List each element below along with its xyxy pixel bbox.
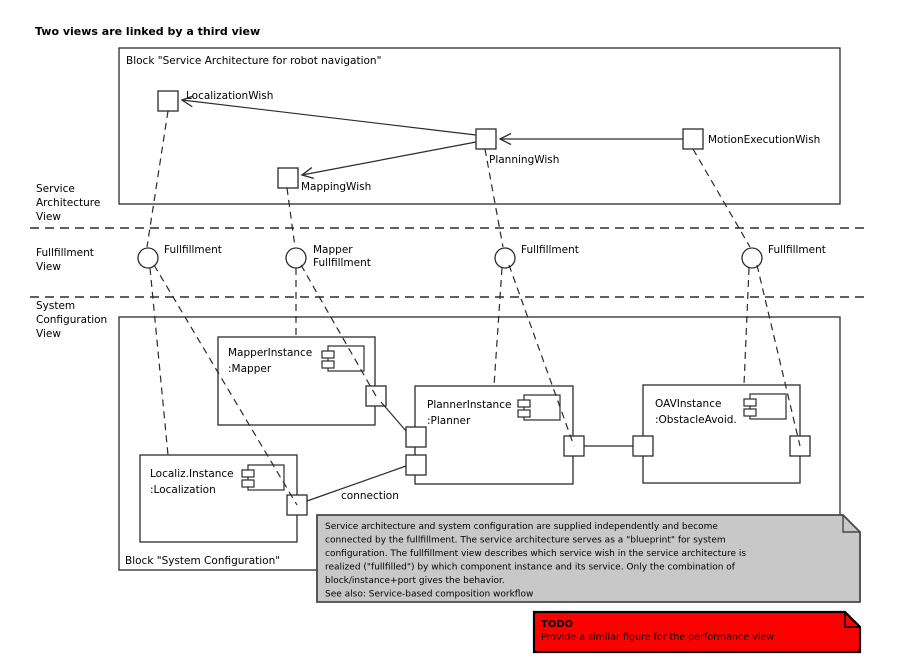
localization-wish-label: LocalizationWish xyxy=(186,90,274,102)
service-view-label-line3: View xyxy=(36,211,61,223)
mapping-wish-port xyxy=(278,168,298,188)
service-view-label-line1: Service xyxy=(36,183,75,195)
note-text-line5: block/instance+port gives the behavior. xyxy=(325,576,505,586)
todo-body: Provide a similar figure for the performance view xyxy=(541,632,774,643)
note-text-line4: realized ("fullfilled") by which component instance and its service. Only the combination of xyxy=(325,562,735,573)
planner-instance-port-lower-left xyxy=(406,455,426,475)
localization-wish-port xyxy=(158,91,178,111)
service-architecture-block xyxy=(119,48,840,204)
fullfillment-link-motionwish xyxy=(693,149,750,247)
arrow-planning-to-localization xyxy=(182,100,476,135)
fullfillment-view-label-line1: Fullfillment xyxy=(36,247,94,259)
fullfillment-link-localization-instance xyxy=(150,268,168,455)
note-text-line6: See also: Service-based composition workflow xyxy=(325,589,534,600)
fullfillment-circle-mapper-label-line1: Mapper xyxy=(313,244,353,256)
fullfillment-view-label-line2: View xyxy=(36,261,61,273)
mapping-wish-label: MappingWish xyxy=(301,181,372,193)
planner-instance-name: PlannerInstance xyxy=(427,399,512,411)
connection-label: connection xyxy=(341,490,399,502)
mapper-instance-type: :Mapper xyxy=(228,363,272,375)
fullfillment-circle-mapper-label-line2: Fullfillment xyxy=(313,257,371,269)
fullfillment-link-mapper-port xyxy=(301,265,376,396)
system-view-label-line1: System xyxy=(36,300,76,312)
planning-wish-label: PlanningWish xyxy=(489,154,560,166)
arrow-planning-to-mapping xyxy=(302,142,476,175)
fullfillment-circle-localization xyxy=(138,248,158,268)
note-text-line2: connected by the fullfillment. The service architecture serves as a "blueprint" for system xyxy=(325,535,726,546)
planner-instance-type: :Planner xyxy=(427,415,471,427)
note xyxy=(317,515,860,602)
component-icon xyxy=(242,465,284,490)
system-configuration-block-label: Block "System Configuration" xyxy=(125,555,281,567)
fullfillment-link-oav-instance xyxy=(744,268,749,385)
fullfillment-circle-oav xyxy=(742,248,762,268)
component-icon xyxy=(518,395,560,420)
connection-mapper-to-planner xyxy=(381,402,406,431)
fullfillment-circle-planner xyxy=(495,248,515,268)
fullfillment-link-localizationwish xyxy=(147,111,168,247)
planner-instance-port-upper-left xyxy=(406,427,426,447)
diagram-title: Two views are linked by a third view xyxy=(35,25,261,38)
component-icon xyxy=(744,394,786,419)
mapper-instance-name: MapperInstance xyxy=(228,347,313,359)
system-view-label-line2: Configuration xyxy=(36,314,108,326)
planning-wish-port xyxy=(476,129,496,149)
fullfillment-circle-planner-label: Fullfillment xyxy=(521,244,579,256)
todo-note xyxy=(534,612,860,652)
fullfillment-circle-localization-label: Fullfillment xyxy=(164,244,222,256)
fullfillment-circle-oav-label: Fullfillment xyxy=(768,244,826,256)
fullfillment-circle-mapper xyxy=(286,248,306,268)
component-icon xyxy=(322,346,364,371)
localization-instance-name: Localiz.Instance xyxy=(150,468,234,480)
motion-execution-wish-port xyxy=(683,129,703,149)
oav-instance-type: :ObstacleAvoid. xyxy=(655,414,737,426)
system-view-label-line3: View xyxy=(36,328,61,340)
service-view-label-line2: Architecture xyxy=(36,197,101,209)
fullfillment-link-planner-instance xyxy=(494,268,502,386)
motion-execution-wish-label: MotionExecutionWish xyxy=(708,134,821,146)
service-architecture-block-label: Block "Service Architecture for robot navigation" xyxy=(126,55,382,67)
todo-title: TODO xyxy=(541,619,574,630)
note-text-line1: Service architecture and system configuration are supplied independently and become xyxy=(325,522,718,532)
fullfillment-link-mappingwish xyxy=(287,188,295,247)
oav-instance-name: OAVInstance xyxy=(655,398,722,410)
oav-instance-port-left xyxy=(633,436,653,456)
note-text-line3: configuration. The fullfillment view describes which service wish in the service architecture is xyxy=(325,549,747,559)
localization-instance-type: :Localization xyxy=(150,484,216,496)
